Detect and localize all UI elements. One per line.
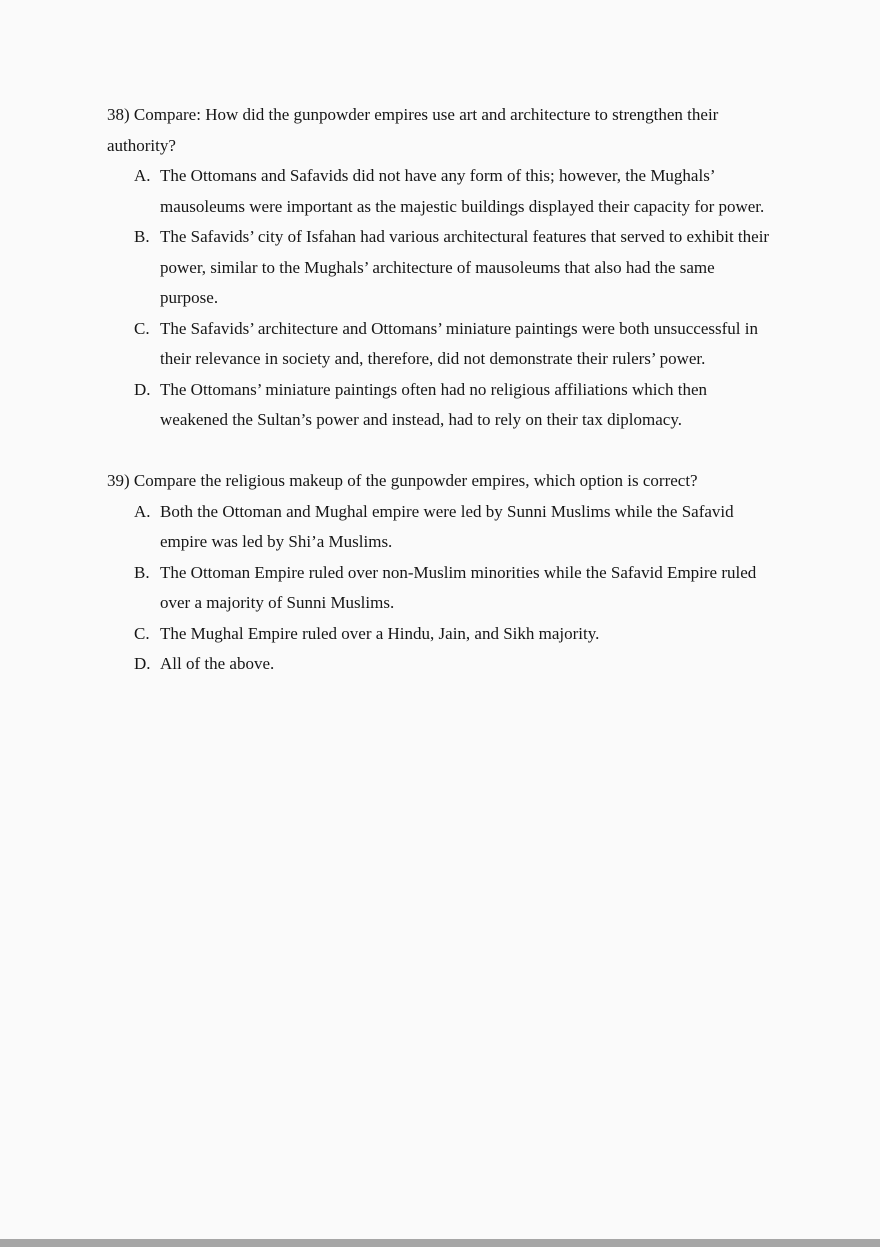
option-letter: A.: [134, 166, 151, 185]
option-39-a: [107, 497, 775, 558]
option-38-a: [107, 161, 775, 222]
question-38-options: [107, 161, 775, 436]
option-text: Both the Ottoman and Mughal empire were led by Sunni Muslims while the Safavid empire was led by Shi’a Muslims.: [160, 501, 734, 551]
question-38-prompt: 38) Compare: How did the gunpowder empires use art and architecture to strengthen their authority?: [107, 105, 719, 155]
option-39-c: [107, 619, 775, 650]
option-text: The Ottoman Empire ruled over non-Muslim minorities while the Safavid Empire ruled over a majority of Sunni Muslims.: [160, 562, 757, 612]
question-38: [107, 100, 775, 436]
option-38-c: [107, 314, 775, 375]
question-39-prompt: 39) Compare the religious makeup of the gunpowder empires, which option is correct?: [107, 471, 698, 490]
option-text: The Safavids’ architecture and Ottomans’ miniature paintings were both unsuccessful in their relevance in society and, therefore, did not demonstrate their rulers’ power.: [160, 318, 758, 368]
option-39-b: [107, 558, 775, 619]
option-38-b: [107, 222, 775, 314]
option-letter: D.: [134, 654, 151, 673]
option-letter: D.: [134, 379, 151, 399]
option-letter: C.: [134, 318, 150, 338]
page-bottom-edge: [0, 1239, 880, 1247]
question-39-options: [107, 497, 775, 680]
option-text: All of the above.: [160, 654, 275, 673]
option-letter: B.: [134, 227, 150, 246]
option-text: The Safavids’ city of Isfahan had various architectural features that served to exhibit their power, similar to the Mughals’ architecture of mausoleums that also had the same purpose.: [160, 227, 770, 307]
option-letter: C.: [134, 623, 150, 643]
option-38-d: [107, 375, 775, 436]
option-letter: B.: [134, 562, 150, 582]
option-text: The Ottomans’ miniature paintings often had no religious affiliations which then weakened the Sultan’s power and instead, had to rely on their tax diplomacy.: [160, 379, 708, 429]
option-text: The Mughal Empire ruled over a Hindu, Jain, and Sikh majority.: [160, 623, 600, 643]
option-text: The Ottomans and Safavids did not have any form of this; however, the Mughals’ mausoleums were important as the majestic buildings displayed their capacity for power.: [160, 166, 765, 216]
option-letter: A.: [134, 501, 151, 521]
question-39: [107, 466, 775, 680]
option-39-d: [107, 649, 775, 680]
